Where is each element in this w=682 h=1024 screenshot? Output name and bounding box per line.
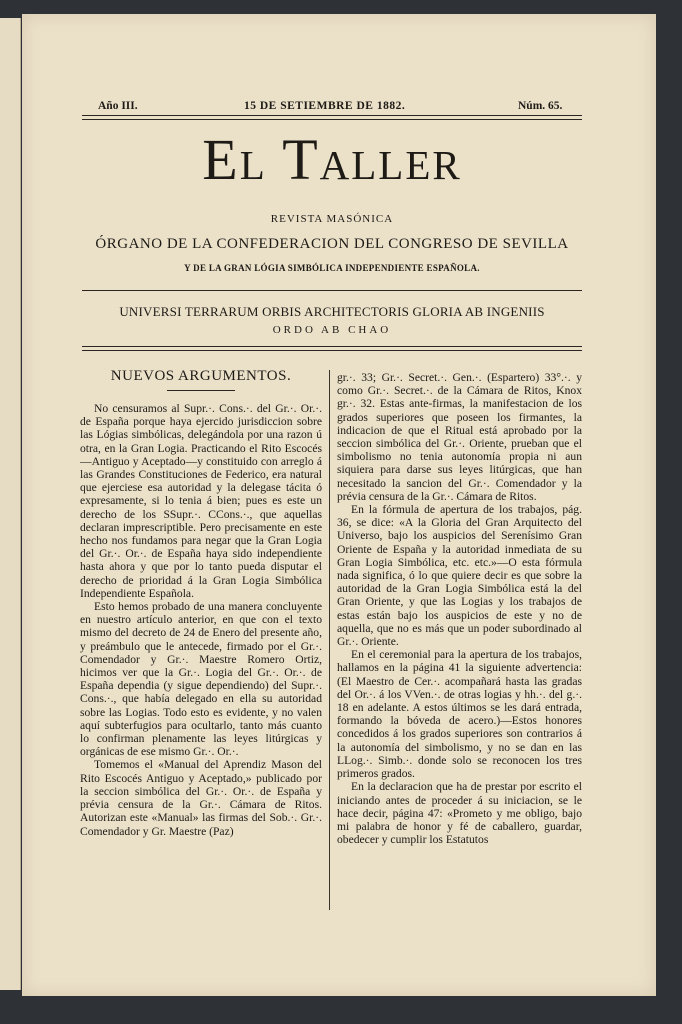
- article-paragraph: Tomemos el «Manual del Aprendiz Mason del Rito Escocés Antiguo y Aceptado,» publicado por la seccion simbólica del Gr.·. Or.·. de España y prévia censura de la Gr.·. Cámara de Ritos. Autorizan este «Manual» las firmas del Sob.·. Gr.·. Comendador y Gr. Maestre (Paz): [80, 758, 322, 838]
- article-column-right: [337, 371, 582, 846]
- masthead-organ: ÓRGANO DE LA CONFEDERACION DEL CONGRESO DE SEVILLA: [95, 236, 569, 252]
- masthead-ordo: ORDO AB CHAO: [272, 324, 392, 336]
- article-paragraph: En el ceremonial para la apertura de los trabajos, hallamos en la página 41 la siguiente advertencia: (El Maestro de Cer.·. acompañará hasta las gradas del Or.·. á los VVen.·. de otras logias y hh.·. del g.·. 18 en adelante. A estos últimos se les dará entrada, formando la bóveda de acero.)—Estos honores concedidos á los grados superiores son contrarios á la autonomía del simbolismo, y no se dan en las LLog.·. Simb.·. donde solo se reconocen los tres primeros grados.: [337, 648, 582, 781]
- masthead-title: El Taller: [202, 127, 462, 192]
- masthead-logia: Y DE LA GRAN LÓGIA SIMBÓLICA INDEPENDIENTE ESPAÑOLA.: [184, 263, 480, 273]
- article-title: NUEVOS ARGUMENTOS.: [110, 368, 292, 384]
- article-paragraph: gr.·. 33; Gr.·. Secret.·. Gen.·. (Espartero) 33°.·. y como Gr.·. Secret.·. de la Cámara de Ritos, Knox gr.·. 32. Estas ante-firmas, la manifestacion de los grados superiores que poseen los firmantes, la indicacion de que el Ritual está aprobado por la seccion simbólica del Gr.·. Oriente, prueban que el simbolismo no tenia autonomía propia ni aun siquiera para darse sus leyes litúrgicas, que han necesitado la sancion del Gr.·. Comendador y la prévia censura de la Gr.·. Cámara de Ritos.: [337, 371, 582, 503]
- article-column-left: [80, 402, 322, 838]
- issue-number: Núm. 65.: [518, 100, 563, 112]
- masthead-subtitle: REVISTA MASÓNICA: [270, 213, 394, 225]
- article-title-rule: [167, 390, 235, 391]
- article-paragraph: En la declaracion que ha de prestar por escrito el iniciando antes de proceder á su iniciacion, se le hace decir, página 47: «Prometo y me obligo, bajo mi palabra de honor y fé de caballero, guardar, obedecer y cumplir los Estatutos: [337, 780, 582, 847]
- masthead-motto: UNIVERSI TERRARUM ORBIS ARCHITECTORIS GLORIA AB INGENIIS: [119, 304, 545, 319]
- masthead-bottom-rule: [82, 346, 582, 351]
- issue-date: 15 DE SETIEMBRE DE 1882.: [244, 100, 406, 112]
- masthead-rule: [82, 290, 582, 291]
- article-paragraph: No censuramos al Supr.·. Cons.·. del Gr.·. Or.·. de España porque haya ejercido jurisdiccion sobre las Lógias simbólicas, delegándola por una razon ú otra, en la Gran Logia. Practicando el Rito Escocés—Antiguo y Aceptado—y constituido con arreglo á las Grandes Constituciones de Federico, era natural que ejerciese esa autoridad y la delegase tácita ó expresamente, si lo tenia á bien; pues es este un derecho de los SSupr.·. CCons.·., que aquellas declaran imprescriptible. Pero precisamente en este hecho nos fundamos para negar que la Gran Logia del Gr.·. Or.·. de España haya sido independiente hasta ahora y que por lo tanto pueda disputar el derecho de prioridad á la Gran Logia Simbólica Independiente Española.: [80, 402, 322, 600]
- newspaper-page: [22, 14, 656, 996]
- header-rule: [82, 115, 582, 120]
- article-paragraph: En la fórmula de apertura de los trabajos, pág. 36, se dice: «A la Gloria del Gran Arquitecto del Universo, bajo los auspicios del Serenísimo Gran Oriente de España y la autoridad inmediata de su Gran Logia Simbólica, etc. etc.»—O esta fórmula nada significa, ó lo que quiere decir es que sobre la autoridad de la Gran Logia Simbólica está la del Gran Oriente, y que las Logias y los trabajos de estas están bajo los auspicios de este y no de aquella, que no es más que un poder subordinado al Gr.·. Oriente.: [337, 503, 582, 649]
- adjacent-page-edge: [0, 18, 21, 990]
- issue-year: Año III.: [98, 100, 138, 112]
- article-paragraph: Esto hemos probado de una manera concluyente en nuestro artículo anterior, en que con el texto mismo del decreto de 24 de Enero del presente año, y preámbulo que le antecede, firmado por el Gr.·. Comendador y Gr.·. Maestre Romero Ortiz, hicimos ver que la Gr.·. Logia del Gr.·. Or.·. de España dependia (y sigue dependiendo) del Supr.·. Cons.·., que había delegado en ella su autoridad sobre las Logias. Todo esto es evidente, y no valen aquí subterfugios para ocultarlo, tanto más cuanto lo confirman plenamente las leyes litúrgicas y orgánicas de ese mismo Gr.·. Or.·.: [80, 600, 322, 759]
- column-divider: [329, 370, 330, 910]
